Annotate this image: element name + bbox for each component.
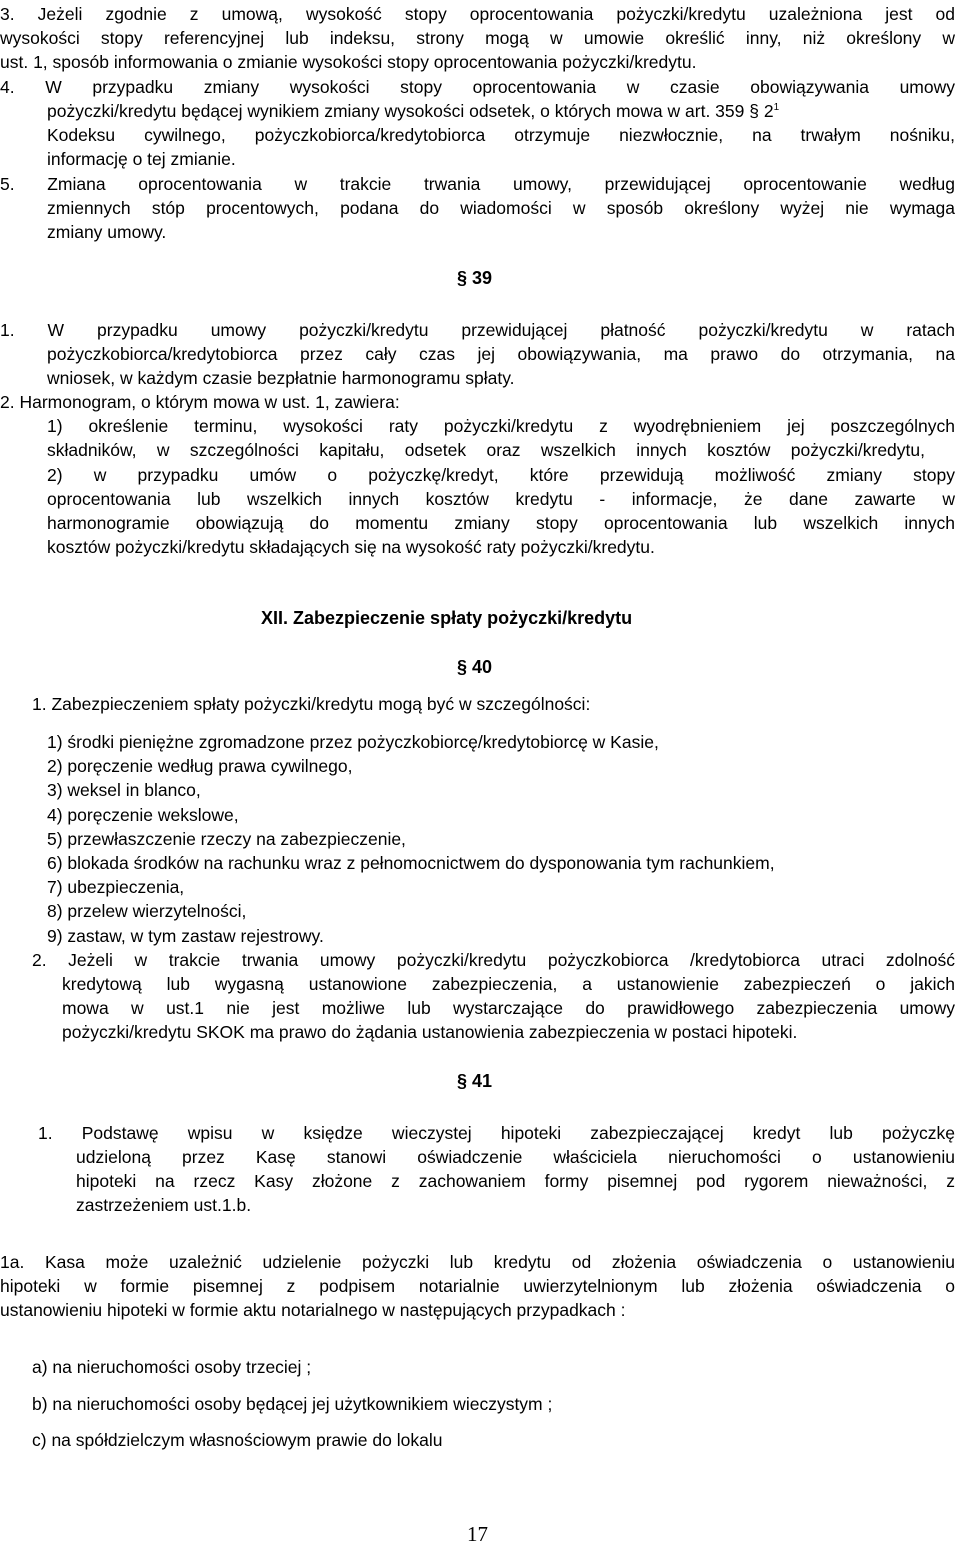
- s39-p2-line5: oprocentowania lub wszelkich innych kosztów kredytu - informacje, że dane zawarte w: [47, 489, 955, 509]
- para4-line2: pożyczki/kredytu będącej wynikiem zmiany wysokości odsetek, o których mowa w art. 359 § $2^1$: [47, 101, 780, 121]
- s40-item-3: 3) weksel in blanco,: [47, 780, 201, 800]
- para5-line3: zmiany umowy.: [47, 222, 167, 242]
- s40-item-8: 8) przelew wierzytelności,: [47, 901, 247, 921]
- section-xii-title: XII. Zabezpieczenie spłaty pożyczki/kredytu: [261, 608, 633, 628]
- s39-p2-line2: 1) określenie terminu, wysokości raty pożyczki/kredytu z wyodrębnieniem jej poszczególnych: [47, 416, 955, 436]
- s40-p2-line2: kredytową lub wygasną ustanowione zabezpieczenia, a ustanowienie zabezpieczeń o jakich: [62, 974, 955, 994]
- s41-item-b: b) na nieruchomości osoby będącej jej użytkownikiem wieczystym ;: [32, 1394, 553, 1414]
- s39-p1-line2: pożyczkobiorca/kredytobiorca przez cały czas jej obowiązywania, ma prawo do otrzymania, na: [47, 344, 955, 364]
- s39-p2-line7: kosztów pożyczki/kredytu składających się na wysokość raty pożyczki/kredytu.: [47, 537, 655, 557]
- s40-item-9: 9) zastaw, w tym zastaw rejestrowy.: [47, 926, 324, 946]
- s41-p1-line2: udzieloną przez Kasę stanowi oświadczenie właściciela nieruchomości o ustanowieniu: [76, 1147, 955, 1167]
- s40-item-6: 6) blokada środków na rachunku wraz z pełnomocnictwem do dysponowania tym rachunkiem,: [47, 853, 775, 873]
- s41-item-a: a) na nieruchomości osoby trzeciej ;: [32, 1357, 312, 1377]
- section-41-heading: § 41: [457, 1071, 493, 1091]
- section-40-heading: § 40: [457, 657, 493, 677]
- section-39-heading: § 39: [457, 268, 493, 288]
- s40-p2-line4: pożyczki/kredytu SKOK ma prawo do żądania ustanowienia zabezpieczenia w postaci hipoteki.: [62, 1022, 798, 1042]
- para5-line1: 5. Zmiana oprocentowania w trakcie trwania umowy, przewidującej oprocentowanie według: [0, 174, 955, 194]
- s40-p2-line1: 2. Jeżeli w trakcie trwania umowy pożyczki/kredytu pożyczkobiorca /kredytobiorca utraci zdolność: [32, 950, 955, 970]
- s39-p1-line3: wniosek, w każdym czasie bezpłatnie harmonogramu spłaty.: [47, 368, 515, 388]
- para4-line3: Kodeksu cywilnego, pożyczkobiorca/kredytobiorca otrzymuje niezwłocznie, na trwałym nośniku,: [47, 125, 955, 145]
- s40-item-7: 7) ubezpieczenia,: [47, 877, 185, 897]
- para3-line2: wysokości stopy referencyjnej lub indeksu, strony mogą w umowie określić inny, niż określony w: [0, 28, 955, 48]
- para4-line4: informację o tej zmianie.: [47, 149, 236, 169]
- s40-p2-line3: mowa w ust.1 nie jest możliwe lub wystarczające do prawidłowego zabezpieczenia umowy: [62, 998, 955, 1018]
- s41-p1-line1: 1. Podstawę wpisu w księdze wieczystej hipoteki zabezpieczającej kredyt lub pożyczkę: [38, 1123, 955, 1143]
- s41-p1a-line2: hipoteki w formie pisemnej z podpisem notarialnie uwierzytelnionym lub złożenia oświadczenia o: [0, 1276, 955, 1296]
- s39-p2-line4: 2) w przypadku umów o pożyczkę/kredyt, które przewidują możliwość zmiany stopy: [47, 465, 955, 485]
- s39-p2-line3: składników, w szczególności kapitału, odsetek oraz wszelkich innych kosztów pożyczki/kredytu,: [47, 440, 925, 460]
- s40-item-4: 4) poręczenie wekslowe,: [47, 805, 239, 825]
- s40-item-5: 5) przewłaszczenie rzeczy na zabezpieczenie,: [47, 829, 406, 849]
- s40-item-1: 1) środki pieniężne zgromadzone przez pożyczkobiorcę/kredytobiorcę w Kasie,: [47, 732, 659, 752]
- s39-p2-line6: harmonogramie obowiązują do momentu zmiany stopy oprocentowania lub wszelkich innych: [47, 513, 955, 533]
- s39-p1-line1: 1. W przypadku umowy pożyczki/kredytu przewidującej płatność pożyczki/kredytu w ratach: [0, 320, 955, 340]
- s41-p1a-line1: 1a. Kasa może uzależnić udzielenie pożyczki lub kredytu od złożenia oświadczenia o ustanowieniu: [0, 1252, 955, 1272]
- s39-p2-line1: 2. Harmonogram, o którym mowa w ust. 1, zawiera:: [0, 392, 400, 412]
- s41-item-c: c) na spółdzielczym własnościowym prawie do lokalu: [32, 1430, 443, 1450]
- s41-p1-line3: hipoteki na rzecz Kasy złożone z zachowaniem formy pisemnej pod rygorem nieważności, z: [76, 1171, 955, 1191]
- s41-p1a-line3: ustanowieniu hipoteki w formie aktu notarialnego w następujących przypadkach :: [0, 1300, 626, 1320]
- para5-line2: zmiennych stóp procentowych, podana do wiadomości w sposób określony wyżej nie wymaga: [47, 198, 955, 218]
- page-number: 17: [467, 1522, 488, 1546]
- s40-intro: 1. Zabezpieczeniem spłaty pożyczki/kredytu mogą być w szczególności:: [32, 694, 591, 714]
- para3-line1: 3. Jeżeli zgodnie z umową, wysokość stopy oprocentowania pożyczki/kredytu uzależniona jest od: [0, 4, 955, 24]
- para3-line3: ust. 1, sposób informowania o zmianie wysokości stopy oprocentowania pożyczki/kredytu.: [0, 52, 697, 72]
- s41-p1-line4: zastrzeżeniem ust.1.b.: [76, 1195, 252, 1215]
- s40-item-2: 2) poręczenie według prawa cywilnego,: [47, 756, 353, 776]
- para4-line1: 4. W przypadku zmiany wysokości stopy oprocentowania w czasie obowiązywania umowy: [0, 77, 955, 97]
